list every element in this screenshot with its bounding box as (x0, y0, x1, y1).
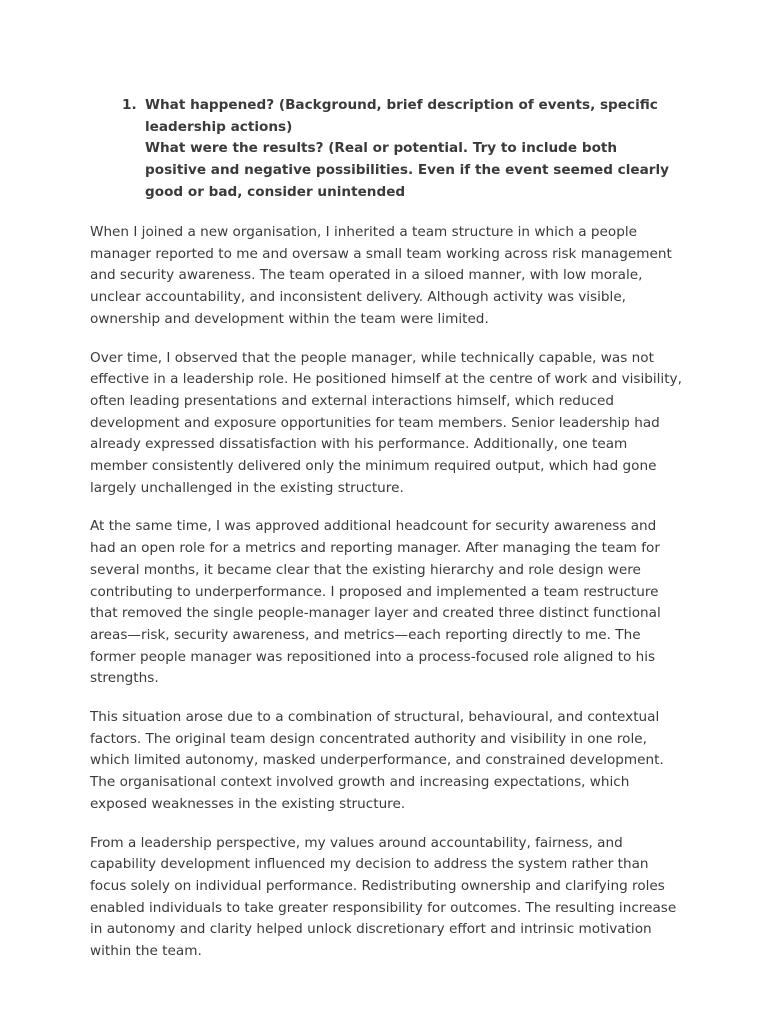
question-list-item (122, 95, 682, 204)
paragraph-context: When I joined a new organisation, I inherited a team structure in which a people manager reported to me and oversaw a small team working across risk management and security awareness. The team operated in a siloed manner, with low morale, unclear accountability, and inconsistent delivery. Although activity was visible, ownership and development within the team were limited. (90, 224, 672, 327)
paragraph-leadership-perspective: From a leadership perspective, my values around accountability, fairness, and capability development influenced my decision to address the system rather than focus solely on individual performance. Redistributing ownership and clarifying roles enabled individuals to take greater responsibility for outcomes. The resulting increase in autonomy and clarity helped unlock discretionary effort and intrinsic motivation within the team. (90, 834, 677, 960)
answer-body (90, 222, 682, 980)
list-number: 1. (122, 97, 137, 113)
paragraph-causes: This situation arose due to a combination of structural, behavioural, and contextual factors. The original team design concentrated authority and visibility in one role, which limited autonomy, masked underperformance, and constrained development. The organisational context involved growth and increasing expectations, which exposed weaknesses in the existing structure. (90, 709, 664, 812)
question-line-what-happened: What happened? (Background, brief description of events, specific leadership actions) (145, 97, 658, 135)
paragraph-restructure: At the same time, I was approved additional headcount for security awareness and had an open role for a metrics and reporting manager. After managing the team for several months, it became clear that the existing hierarchy and role design were contributing to underperformance. I proposed and implemented a team restructure that removed the single people-manager layer and created three distinct functional areas—risk, security awareness, and metrics—each reporting directly to me. The former people manager was repositioned into a process-focused role aligned to his strengths. (90, 518, 661, 687)
question-line-results: What were the results? (Real or potential. Try to include both positive and negative possibilities. Even if the event seemed clearly good or bad, consider unintended (145, 140, 669, 200)
paragraph-observation: Over time, I observed that the people manager, while technically capable, was not effective in a leadership role. He positioned himself at the centre of work and visibility, often leading presentations and external interactions himself, which reduced development and exposure opportunities for team members. Senior leadership had already expressed dissatisfaction with his performance. Additionally, one team member consistently delivered only the minimum required output, which had gone largely unchallenged in the existing structure. (90, 349, 682, 496)
question-text (145, 95, 682, 204)
